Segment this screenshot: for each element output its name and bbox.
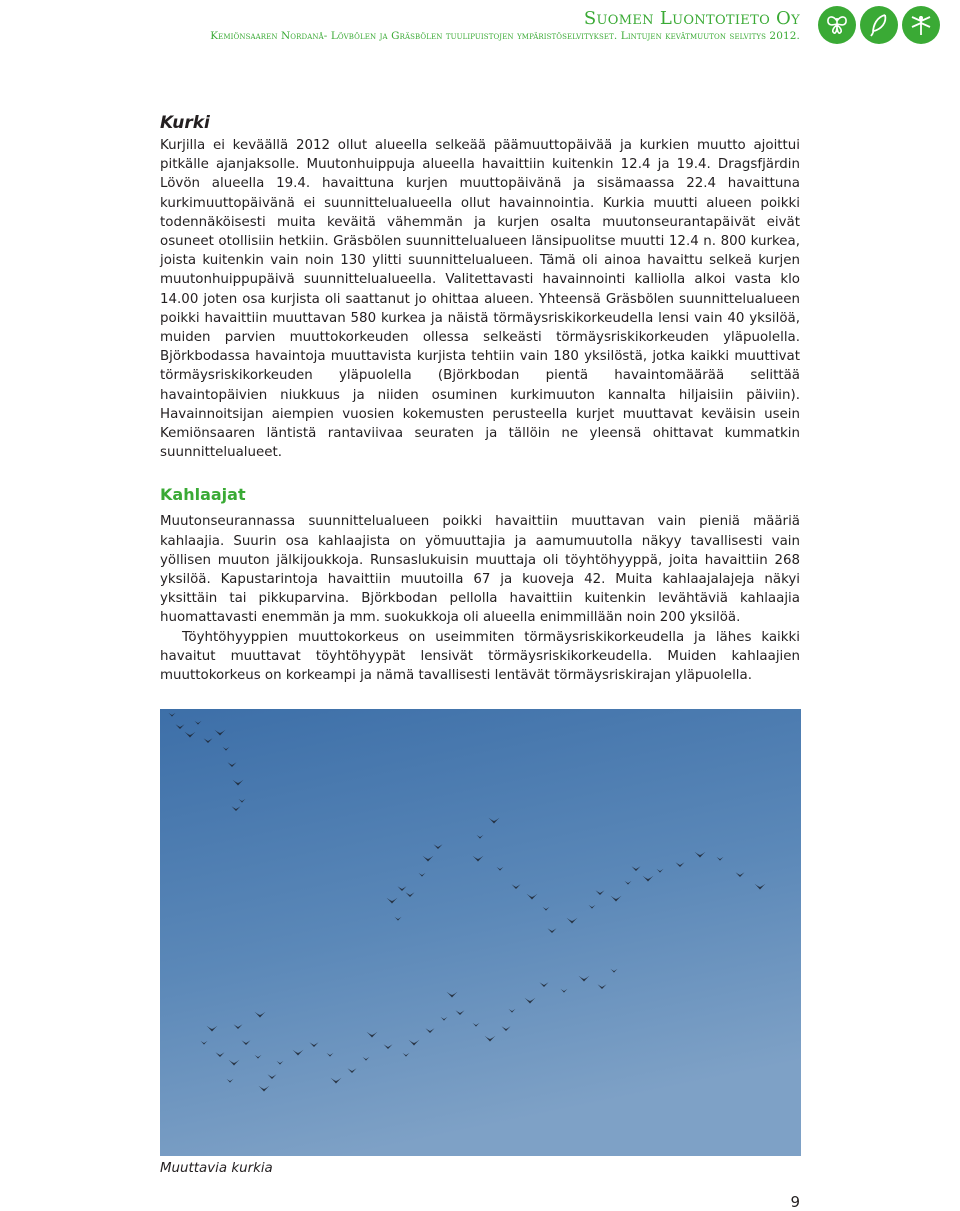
photo-caption: Muuttavia kurkia xyxy=(160,1161,273,1176)
butterfly-icon xyxy=(818,6,856,44)
header-logo-icons xyxy=(818,6,946,46)
kahlaajat-paragraph-2: Töyhtöhyyppien muuttokorkeus on useimmiten törmäysriskikorkeudella ja lähes kaikki havaitut muuttavat töyhtöhyypät lensivät törmäysriskikorkeudella. Muiden kahlaajien muuttokorkeus on korkeampi ja nämä tavallisesti lentävät törmäysriskirajan yläpuolella. xyxy=(160,629,800,684)
report-subtitle: Kemiönsaaren Nordanå- Lövbölen ja Gräsbölen tuulipuistojen ympäristöselvitykset. Lintujen kevätmuuton selvitys 2012. xyxy=(210,30,800,42)
kahlaajat-paragraph-1: Muutonseurannassa suunnittelualueen poikki havaittiin muuttavan vain pieniä määriä kahlaajia. Suurin osa kahlaajista on yömuuttajia ja aamumuutolla näkyy tavallisesti vain yöllisen muuton jälkijoukkoja. Runsaslukuisin muuttaja oli töyhtöhyyppä, joita havaittiin 268 yksilöä. Kapustarintoja havaittiin muutoilla 67 ja kuoveja 42. Muita kahlaajalajeja näkyi yksittäin tai pikkuparvina. Björkbodan pellolla havaittiin kuitenkin levähtäviä kahlaajia huomattavasti enemmän ja mm. suokukkoja oli alueella enimmillään noin 200 yksilöä. xyxy=(160,514,800,626)
crane-photo xyxy=(160,709,801,1156)
main-content xyxy=(160,112,800,685)
kurki-paragraph: Kurjilla ei keväällä 2012 ollut alueella selkeää päämuuttopäivää ja kurkien muutto ajoittui pitkälle ajanjaksolle. Muutonhuippuja alueella havaittiin kuitenkin 12.4 ja 19.4. Dragsfjärdin Lövön alueella 19.4. havaittuna kurjen muuttopäivänä ja sisämaassa 22.4 havaittuna kurkimuuttopäivänä ei suunnittelualueella ollut havainnointia. Kurkia muutti alueen poikki todennäköisesti muita keväitä vähemmän ja kurjen osalta muutonseurantapäivät eivät osuneet otollisiin hetkiin. Gräsbölen suunnittelualueen länsipuolitse muutti 12.4 n. 800 kurkea, joista kuitenkin vain noin 130 ylitti suunnittelualueen. Tämä oli ainoa havaittu selkeä kurjen muutonhuippupäivä suunnittelualueella. Valitettavasti havainnointi kalliolla alkoi vasta klo 14.00 joten osa kurjista oli saattanut jo ohittaa alueen. Yhteensä Gräsbölen suunnittelualueen poikki havaittiin muuttavan 580 kurkea ja näistä törmäysriskikorkeudella lensi vain 40 yksilöä, muiden parvien muuttokorkeuden ollessa selkeästi törmäysriskikorkeuden yläpuolella. Björkbodassa havaintoja muuttavista kurjista tehtiin vain 180 yksilöstä, jotka kaikki muuttivat törmäysriskikorkeuden yläpuolella (Björkbodan pientä havaintomäärää selittää havaintopäivien niukkuus ja niiden osuminen kurkimuuton kannalta hiljaisiin päiviin). Havainnoitsijan aiempien vuosien kokemusten perusteella kurjet muuttavat keväisin usein Kemiönsaaren läntistä rantaviivaa seuraten ja tällöin ne yleensä ohittavat kummatkin suunnittelualueet. xyxy=(160,138,800,461)
feather-icon xyxy=(860,6,898,44)
company-name: Suomen Luontotieto Oy xyxy=(583,8,800,29)
section-title-kahlaajat: Kahlaajat xyxy=(160,485,246,505)
page-number: 9 xyxy=(790,1193,800,1211)
photo-image xyxy=(160,709,801,1156)
dragonfly-icon xyxy=(902,6,940,44)
section-title-kurki: Kurki xyxy=(160,113,210,133)
